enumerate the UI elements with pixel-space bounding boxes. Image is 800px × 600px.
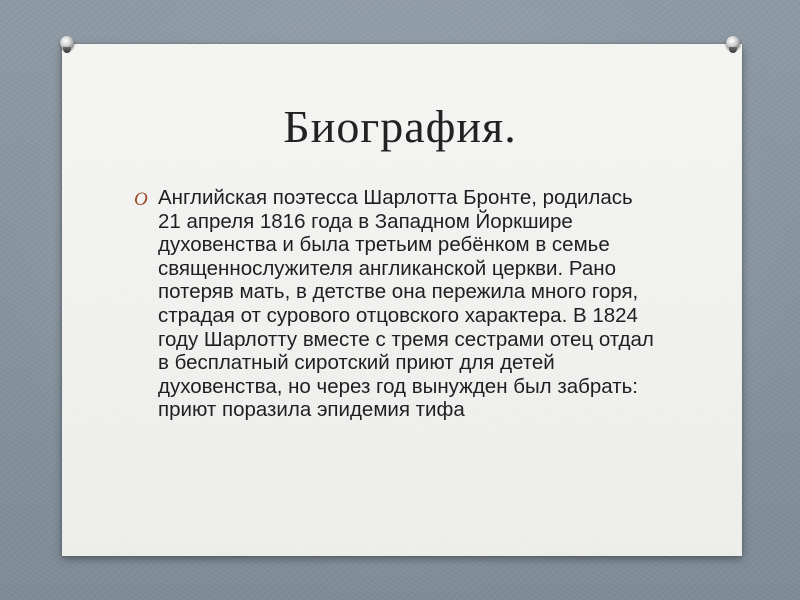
bullet-text: Английская поэтесса Шарлотта Бронте, родилась 21 апреля 1816 года в Западном Йоркшире духовенства и была третьим ребёнком в семье священнослужителя англиканской церкви. Рано потеряв мать, в детстве она пережила много горя, страдая от сурового отцовского характера. В 1824 году Шарлотту вместе с тремя сестрами отец отдал в бесплатный сиротский приют для детей духовенства, но через год вынужден был забрать: приют поразила эпидемия тифа — [158, 186, 654, 422]
bullet-marker-icon: O — [134, 189, 148, 210]
pushpin-right-icon — [726, 36, 740, 50]
pushpin-left-icon — [60, 36, 74, 50]
slide-title: Биография. — [283, 101, 517, 152]
